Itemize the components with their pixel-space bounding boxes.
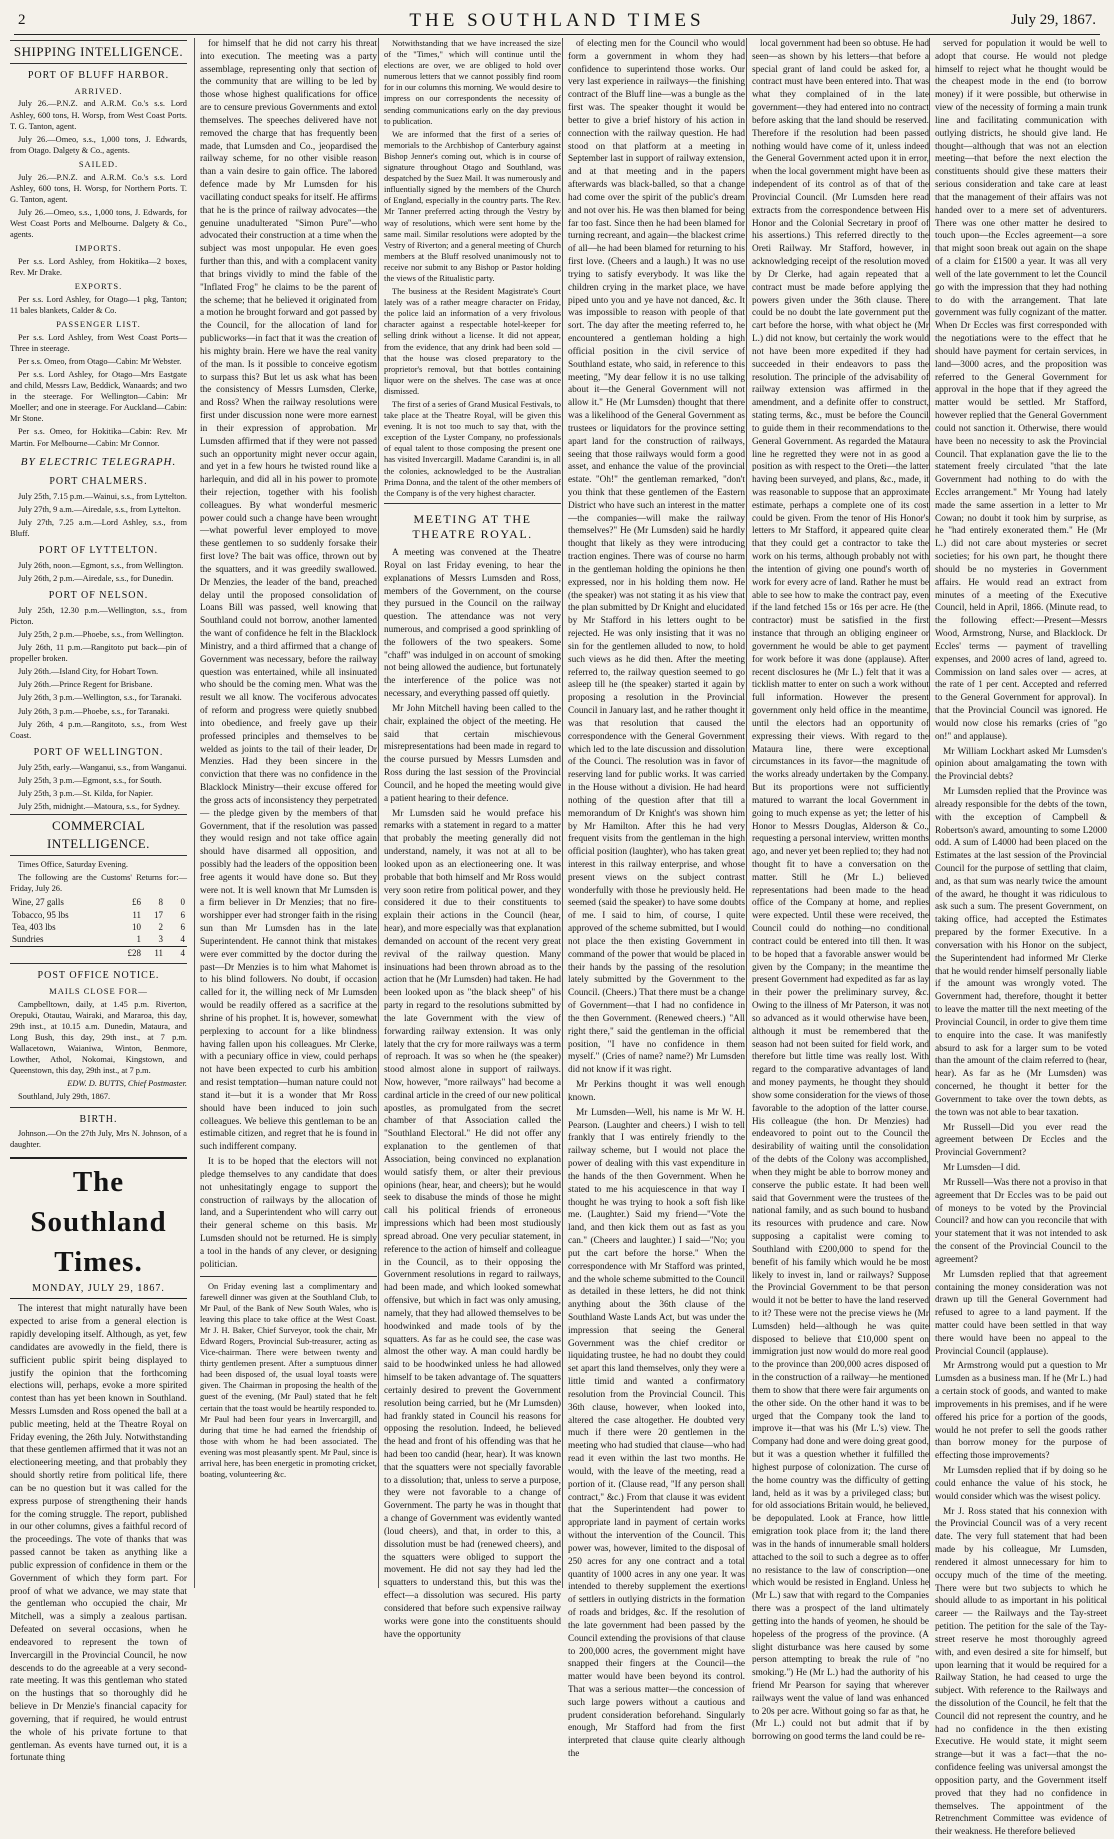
sailed-list	[10, 172, 187, 241]
page-number: 2	[18, 12, 26, 28]
returns-shillings: 2	[158, 921, 163, 932]
paragraph: July 26th.—Prince Regent for Brisbane.	[18, 680, 153, 690]
post-signature: EDW. D. BUTTS, Chief Postmaster.	[67, 1079, 187, 1089]
returns-row	[10, 933, 187, 946]
sailed-label: SAILED.	[78, 158, 119, 169]
column-3	[378, 38, 561, 1640]
returns-shillings: 8	[158, 897, 163, 908]
post-heading: POST OFFICE NOTICE.	[37, 970, 160, 982]
exports-label: EXPORTS.	[74, 281, 123, 292]
article-title: MEETING AT THE THEATRE ROYAL.	[412, 511, 533, 542]
farewell-dinner-note: On Friday evening last a complimentary and farewell dinner was given at the Southland Club, to Mr Paul, of the Bank of New South Wales, who is leaving this place to take office at the West Coast. Mr J. H. Baker, Chief Surveyor, took the chair, Mr Edward Rogers, Provincial Sub-treasurer, acting as Vice-chairman. There were between twenty and thirty gentlemen present. After a sumptuous dinner had been disposed of, the usual loyal toasts were given. The Chairman in proposing the health of the guest of the evening, (Mr Paul) stated that he felt certain that the toast would be heartily responded to. Mr Paul had been four years in Invercargill, and during that time he had earned the friendship of those with whom he had been associated. The evening was most pleasantly spent. Mr Paul, since is arrival here, has been energetic in promoting cricket, boating, volunteering &c.	[200, 1281, 377, 1480]
total-pounds: £28	[121, 946, 143, 959]
editorial-continued	[200, 38, 377, 1272]
page-header	[14, 8, 1100, 34]
divider	[200, 1276, 377, 1277]
imports-label: IMPORTS.	[75, 243, 122, 254]
paragraph: July 26th, noon.—Egmont, s.s., from Wellington.	[18, 560, 184, 570]
total-pence: 4	[165, 946, 187, 959]
wellington-heading: PORT OF WELLINGTON.	[33, 746, 164, 758]
paragraph: Per s.s. Omeo, for Hokitika—Cabin: Rev. Mr Martin. For Melbourne—Cabin: Mr Connor.	[10, 427, 187, 448]
returns-shillings: 17	[154, 909, 163, 920]
paragraph: The first of a series of Grand Musical Festivals, to take place at the Theatre Royal, will be given this evening. It is not too much to say that, with the exception of the Lyster Company, no professionals of equal talent to those composing the present one has visited Invercargill. Madame Carandini is, in all the colonies, acknowledged to be the Australian Prima Donna, and the talent of the other members of the Company is of the very highest character.	[384, 400, 561, 498]
paragraph: July 25th, midnight.—Matoura, s.s., for Sydney.	[18, 801, 180, 811]
meeting-report-continued	[752, 38, 929, 1744]
masthead-date: MONDAY, JULY 29, 1867.	[10, 1282, 187, 1300]
imports-text: Per s.s. Lord Ashley, from Hokitika—2 boxes, Rev. Mr Drake.	[10, 256, 187, 278]
returns-pence: 6	[180, 921, 185, 932]
paragraph: July 26th, 2 p.m.—Airedale, s.s., for Dunedin.	[18, 573, 174, 583]
divider	[384, 503, 561, 504]
editorial	[10, 1303, 187, 1765]
paragraph: July 25th, 2 p.m.—Phoebe, s.s., from Wellington.	[18, 629, 184, 639]
arrived-list	[10, 98, 187, 155]
lyttelton-list	[10, 560, 187, 584]
paragraph: Mr Lumsden—I did.	[943, 1163, 1021, 1174]
mails-text: Campbelltown, daily, at 1.45 p.m. Riverton, Orepuki, Otautau, Wairaki, and Mararoa, this day, 29th inst., at 10.15 a.m. Dunedin, Mataura, and Long Bush, this day, 29th inst., at 7 p.m. Wallacetown, Waianiwa, Winton, Benmore, Lowther, Athol, Nokomai, Kingstown, and Queenstown, this day, 29th inst., at 7 p.m.	[10, 999, 187, 1076]
wellington-list	[10, 762, 187, 812]
paragraph: Mr Lumsden—Well, his name is Mr W. H. Pearson. (Laughter and cheers.) I wish to tell frankly that I was entirely friendly to the railway scheme, but I would not place the power of dealing with this vast expenditure in the hands of the then Government. When he stated to me his acquiescence in that way I thought he was trying to hook a soft fish like me. (Laughter.) Said my friend—"Vote the land, and then kick them out as fast as you can." (Cheers and laughter.) I said—"No; you put the cart before the horse." When the correspondence with Mr Stafford was printed, and the whole scheme submitted to the Council as detailed in these letters, he did not think anything about the 36th clause of the Southland Waste Lands Act, but was under the impression that seeing the General Government was the chief creditor or liquidating trustee, he had no doubt they could set apart this land themselves, only they were a little timid and wanted a confirmatory resolution from the Provincial Council. This 36th clause, however, when looked into, altered the case altogether. He doubted very much if there were 20 gentlemen in the meeting who had studied that clause—who had read it even within the last two months. He would, with the leave of the meeting, read a portion of it. (Clause read, "If any person shall contract," &c.) From that clause it was evident that the Superintendent had power to appropriate land in payment of certain works without the intervention of the Council. This power was, however, limited to the disposal of 250 acres for any one contract and a total quantity of 1000 acres in any one year. It was intended to thereby supplement the exertions of settlers in outlying districts in the formation of roads and bridges, &c. If the resolution of the late government had been passed by the Council extending the provisions of that clause to 200,000 acres, the government might have snapped their fingers at the Council—the matter would have been beyond its control. That was a serious matter—the concession of such large powers without a cautious and prudent consideration beforehand. Singularly enough, Mr Stafford had from the first interpreted that clause quite clearly although the	[568, 1107, 745, 1760]
paragraph: Mr William Lockhart asked Mr Lumsden's opinion about amalgamating the town with the Provincial debts?	[935, 746, 1107, 783]
paragraph: for himself that he did not carry his threat into execution. The meeting was a party assemblage, representing only that section of the community that are willing to be led by those whose highest qualifications for office are to censure previous Governments and extol themselves. The speeches delivered have not removed the charge that has frequently been made, that Lumsden and Co., jeopardised the railway scheme, for no other visible reason than a vain desire to gain office. The labored defence made by Mr Lumsden for his vacillating conduct speaks for itself. He affirms that he is the prince of railway advocates—the genuine unadulterated "Simon Pure"—who advocated their construction at a time when the subject was most unpopular. He even goes further than this, and with a complacent vanity that brings vividly to mind the fable of the "Inflated Frog" he claims to be the parent of the scheme; that he believed it originated from a motion he brought forward and got passed by the Council, for the allocation of land for publicworks—in fact that it was the creation of his mighty brain. Here we have the real vanity of the man. Is it possible to conceive egotism to surpass this? But let us ask what has been the consistency of Messrs Lumsden, Clerke, and Ross? When the railway resolutions were first under discussion none were more earnest in their expression of approbation. Mr Lumsden affirmed that if they were not passed such an opportunity might never occur again, and yet in a few hours he twisted round like a harlequin, and did all in his power to promote their rejection, together with his foolish colleagues. By what wonderful mesmeric power could such a change have been wrought—what powerful lever employed to move these gentlemen to so suddenly forsake their first love? The bait was office, thrown out by the squatters, and it was greedily swallowed. Dr Menzies, the leader of the band, preached delay until the proposed consolidation of Loans Bill was passed, well knowing that Southland could not borrow, another lamented the want of confidence he felt in the Blacklock Ministry, and a third affirmed that a change of Government was necessary, before the railway question was entertained, while all insinuated who should be the coming men. What was the result we all know. The vociferous advocates of reform and progress were quietly snubbed into obedience, and freely gave up their professed principles and themselves to be welded as joints to the tail of their leader, Dr Menzies. Had they been sincere in the conviction that there was no confidence in the Blacklock Ministry—their excuse offered for the gross acts of inconsistency they perpetrated — the pledge given by the members of that Government, that if the resolution was passed they would resign and not take office again should have disarmed all opposition, and possibly had the leaders of the opposition been free agents it would have done so. But they were not. It is well known that Mr Lumsden is a firm believer in Dr Menzies; that no fire-worshipper ever had stronger faith in the rising sun than Mr Lumsden has in the late Superintendent. He cannot think that mistakes were ever committed by the doctor during the past—Dr Menzies is to him what Mahomet is to his blind followers. No doubt, if occasion called for it, the willing neck of Mr Lumsden would be readily offered as a sacrifice at the shrine of his prophet. It is, however, somewhat perplexing to account for a like blindness having fallen upon his colleagues. Mr Clerke, with a pecuniary office in view, could perhaps not have been expected to curb his ambition and resist temptation—human nature could not stand it—but it is a wonder that Mr Ross should have been induced to join such colleagues. We believe this gentleman to be an estimable citizen, and regret that he is found in such indifferent company.	[200, 39, 377, 1153]
paragraph: The business at the Resident Magistrate's Court lately was of a rather meagre character on Friday, the police laid an information of a very frivolous character against a respectable hotel-keeper for selling drink without a license. It did not appear, from the evidence, that any drink had been sold — that the house was closed preparatory to the proprietor's removal, but that bottles containing liquor were on the shelves. The case was at once dismissed.	[384, 287, 561, 396]
divider	[10, 1107, 187, 1108]
chalmers-heading: PORT CHALMERS.	[49, 475, 148, 487]
paragraph: July 27th, 9 a.m.—Airedale, s.s., from Lyttelton.	[18, 504, 181, 514]
total-shillings: 11	[143, 946, 165, 959]
paragraph: Mr Lumsden replied that that agreement containing the money consideration was not drawn up till the General Government had refused to agree to a land payment. If the matter could have been settled in that way there would have been no appeal to the Provincial Council (applause).	[935, 1269, 1107, 1357]
paragraph: The interest that might naturally have been expected to arise from a general election is rapidly developing itself. Although, as yet, few candidates are avowedly in the field, there is sufficient public spirit being displayed to justify the opinion that the forthcoming elections will, perhaps, evoke a more spirited contest than has yet been known in Southland. Messrs Lumsden and Ross opened the ball at a public meeting, held at the Theatre Royal on Friday evening, the 26th July. Notwithstanding that these gentlemen affirmed that it was not an electioneering meeting, and that probably they should shortly retire from political life, there can be no question but it was called for the express purpose of strengthening their hands for the coming struggle. The report, published in our other columns, gives a faithful record of the proceedings. The vote of thanks that was passed cannot be taken as anything like a public expression of confidence in them or the Government of which they form part. For proof of what we advance, we may state that the gentleman who occupied the chair, Mr Mitchell, was a simply a zealous partisan. Defeated on several occasions, when he endeavored to represent the town of Invercargill in the Provincial Council, he now descends to do the agreeable at a very second-rate meeting. It was this gentleman who stated on the hustings that so thoroughly did he believe in Dr Menzie's financial capacity for governing, that if required, he would entrust the whole of his private fortune to that gentleman. As events have turned out, it is a fortunate thing	[10, 1304, 187, 1764]
paragraph: July 26.—P.N.Z. and A.R.M. Co.'s s.s. Lord Ashley, 600 tons, H. Worsp, for Northern Ports. T. G. Tanton, agent.	[10, 172, 187, 204]
returns-shillings: 3	[158, 934, 163, 945]
returns-item: Tea, 403 lbs	[12, 921, 56, 932]
returns-row	[10, 896, 187, 908]
returns-pounds: 11	[132, 909, 141, 920]
birth-heading: BIRTH.	[79, 1113, 118, 1125]
paragraph: Per s.s. Omeo, from Otago—Cabin: Mr Webster.	[18, 356, 182, 366]
birth-notice: Johnson.—On the 27th July, Mrs N. Johnson, of a daughter.	[10, 1129, 187, 1150]
returns-pence: 6	[180, 909, 185, 920]
paragraph: A meeting was convened at the Theatre Royal on last Friday evening, to hear the explanations of Messrs Lumsden and Ross, members of the Government, on the course they pursued in the Council on the railway question. The attendance was not very numerous, and comprised a good sprinkling of the followers of the two speakers. Some "chaff" was indulged in on account of smoking not being allowed the audience, but fortunately the interference of the police was not necessary, and everything passed off quietly.	[384, 548, 561, 700]
returns-pounds: 10	[132, 921, 141, 932]
paragraph: July 26th, 4 p.m.—Rangitoto, s.s., from West Coast.	[10, 719, 187, 740]
returns-pounds: 1	[136, 934, 141, 945]
paper-masthead: The Southland Times.	[10, 1157, 187, 1282]
paragraph: Mr J. Ross stated that his connexion with the Provincial Council was of a very recent date. The very full statement that had been made by his colleague, Mr Lumsden, rendered it almost unnecessary for him to occupy much of the time of the meeting. There were but two subjects to which he should allude to as important in his political career — the Railways and the Tay-street petition. The petition for the sale of the Tay-street reserve he most thoroughly agreed with, and even desired a site for himself, but upon learning that it would be required for a Railway Station, he had ceased to urge the subject. With reference to the Railways and the dissolution of the Council, he felt that the Council did not represent the country, and he had no confidence in the then existing Executive. He would state, it might seem strange—but it was a fact—that the no-confidence feeling was universal amongst the opposition party, and the Government itself proved that they had no confidence in themselves. The appointment of the Retrenchment Committee was evidence of their weakness. He therefore believed	[935, 1506, 1107, 1838]
column-2	[194, 38, 377, 1588]
paragraph: Per s.s. Lord Ashley, for Otago—Mrs Eastgate and child, Messrs Law, Beddick, Wanaards; and two in the steerage. For Wellington—Cabin: Mr Moeller; and one in steerage. For Auckland—Cabin: Mr Stone.	[10, 370, 187, 424]
returns-row	[10, 921, 187, 933]
paragraph: Mr Russell—Did you ever read the agreement between Dr Eccles and the Provincial Government?	[935, 1122, 1107, 1159]
paragraph: July 27th, 7.25 a.m.—Lord Ashley, s.s., from Bluff.	[10, 517, 187, 538]
header-rule	[14, 34, 1100, 35]
column-4	[562, 38, 745, 1760]
paragraph: July 25th, 3 p.m.—St. Kilda, for Napier.	[18, 788, 153, 798]
returns-row	[10, 909, 187, 921]
column-5	[746, 38, 929, 1743]
lyttelton-heading: PORT OF LYTTELTON.	[38, 545, 159, 557]
paragraph: July 25th, 7.15 p.m.—Wainui, s.s., from Lyttelton.	[18, 491, 187, 501]
telegraph-heading: BY ELECTRIC TELEGRAPH.	[20, 455, 177, 468]
mails-label: MAILS CLOSE FOR—	[49, 985, 148, 996]
meeting-report	[384, 547, 561, 1641]
paragraph: July 25th, 3 p.m.—Egmont, s.s., for South.	[18, 775, 162, 785]
returns-item: Wine, 27 galls	[12, 897, 64, 908]
meeting-report-continued	[935, 38, 1107, 1839]
returns-intro: The following are the Customs' Returns for:—Friday, July 26.	[10, 872, 187, 894]
paper-title: THE SOUTHLAND TIMES	[409, 10, 705, 31]
passenger-label: PASSENGER LIST.	[56, 319, 141, 330]
paragraph: Mr Russell—Was there not a proviso in that agreement that Dr Eccles was to be paid out of moneys to be voted by the Provincial Council? and how can you reconcile that with your statement that it was not intended to ask the consent of the Provincial Council to the agreement?	[935, 1177, 1107, 1265]
paragraph: July 26.—Omeo, s.s., 1,000 tons, J. Edwards, for West Coast Ports and Melbourne. Dalgety & Co., agents.	[10, 207, 187, 240]
column-1	[10, 38, 187, 1764]
column-6	[929, 38, 1107, 1838]
passenger-list	[10, 332, 187, 449]
paragraph: It is to be hoped that the electors will not pledge themselves to any candidate that does not unhesitatingly engage to support the construction of railways by the allocation of land, and a Superintendent who will carry out their general scheme on this basis. Mr Lumsden should not be returned. He is simply a tool in the hands of any clever, or designing politician.	[200, 1157, 377, 1270]
divider	[10, 963, 187, 964]
paragraph: July 25th, 12.30 p.m.—Wellington, s.s., from Picton.	[10, 605, 187, 626]
columns	[10, 38, 1107, 1838]
paragraph: of electing men for the Council who would form a government in whom they had confidence to superintend those works. Our very last experience in railways—the finishing contract of the Bluff line—was a bungle as the first was. The speaker thought it would be better to give a brief history of his action in connection with the railway question. He had stood on that platform at a meeting in September last in support of railway extension, and at that meeting and in the papers afterwards was black-balled, so that a change had come over the spirit of the public's dream and not over his. He was then blamed for being far too fast. Since then he had been blamed for turning recreant, and again—the blackest crime of all—he had been blamed for returning to his first love. (Cheers and a laugh.) It was no use trying to satisfy everybody. It was like the children crying in the market place, we have piped unto you and ye have not danced, &c. It was impossible to reason with people of that sort. The day after the meeting referred to, he encountered a gentleman holding a high official position in the civil service of Southland estate, who said, in reference to this meeting, "My dear fellow it is no use talking about it—the General Government will not allow it." He (Mr Lumsden) thought that there was a likelihood of the General Government as trustees or liquidators for the province setting apart land for the construction of railways, seeing that those railways would form a good asset, and enhance the value of the provincial estate. "Oh!" the gentleman remarked, "don't you think that these gentlemen of the Eastern District who have such an interest in the matter—the companies—will make the railway themselves?" He (Mr Lumsden) said he hardly thought that likely as they were introducing traction engines. There was of course no harm in the gentleman holding the opinions he then expressed, nor in his holding them now. He (the speaker) was not stating it as his view that the plan submitted by Dr Knight and elucidated by Mr Stafford in his letters ought to be rejected. He was only insisting that it was no sin for the gentlemen alluded to now, to hold such views as he did then. After the meeting referred to, the railway question seemed to go asleep till he (the speaker) started it again by proposing a resolution in the Provincial Council in January last, and he rather thought it was that resolution that caused the correspondence with the General Government which led to the late discussion and dissolution of the Counci. The resolution was in favor of reserving land for public works. It was carried in the House without a division. He had heard nothing of the question after that till a memorandum of Dr Knight's was shown him by Mr Hamilton. After this he had very frequent visits from the gentleman in the high official position (laughter), who has taken great interest in this railway enterprise, and whose present views on the subject contrast wonderfully with those he previously held. He seemed (said the speaker) to have some doubts of me. I said to him, of course, I quite approved of the scheme submitted, but I would not place the then existing Government in command of the power that would be placed in their hands by the passing of the resolution lately submitted by the Government to the Council. (Cheers.) That there must be a change of Government—that I had no confidence in the then Government. (Renewed cheers.) "All right there," said the gentleman in the official position, "I have no confidence in them myself." (Cries of name? name?) Mr Lumsden did not know if it was right.	[568, 39, 745, 1076]
times-office: Times Office, Saturday Evening.	[18, 859, 129, 869]
paragraph: Notwithstanding that we have increased the size of the "Times," which will continue until the elections are over, we are obliged to hold over numerous letters that we cannot possibly find room for in our columns this morning. We would desire to impress on our correspondents the necessity of sending communications early on the day previous to publication.	[384, 39, 561, 126]
shipping-heading: SHIPPING INTELLIGENCE.	[10, 40, 187, 64]
paragraph: July 26.—Omeo, s.s., 1,000 tons, J. Edwards, from Otago. Dalgety & Co., agents.	[10, 134, 187, 155]
paragraph: Mr Armstrong would put a question to Mr Lumsden as a business man. If he (Mr L.) had a certain stock of goods, and wanted to make improvements in his premises, and if he were offered his price for a portion of the goods, would he not prefer to sell the goods rather than borrow money for the purpose of effecting those improvements?	[935, 1361, 1107, 1462]
news-items	[384, 38, 561, 499]
paragraph: Mr Perkins thought it was well enough known.	[568, 1080, 745, 1103]
returns-pence: 0	[180, 897, 185, 908]
issue-date: July 29, 1867.	[1010, 12, 1096, 28]
paragraph: We are informed that the first of a series of memorials to the Archbishop of Canterbury against Bishop Jenner's coming out, which is in course of signature throughout Otago and Southland, was despatched by the Suez Mail. It was numerously and influentially signed by the members of the Church of England, especially in the country parts. The Rev. Mr Tanner preferred acting through the Vestry by way of resolutions, which were sent home by the same mail. Similar resolutions were adopted by the Vestry of Riverton; and a general meeting of Church members at the Bluff resolved unanimously not to receive nor submit to any Bishop or Pastor holding the views of the Ritualistic party.	[384, 129, 561, 283]
exports-text: Per s.s. Lord Ashley, for Otago—1 pkg, Tanton; 11 bales blankets, Calder & Co.	[10, 294, 187, 315]
paragraph: Mr Lumsden replied that if by doing so he could enhance the value of his stock, he would consider which was the wisest policy.	[935, 1466, 1107, 1502]
bluff-heading: PORT OF BLUFF HARBOR.	[27, 69, 170, 81]
nelson-list	[10, 605, 187, 741]
paragraph: Mr Lumsden replied that the Province was already responsible for the debts of the town, with the exception of Campbell & Robertson's award, amounting to some L2000 odd. A sum of L4000 had been placed on the Estimates at the last session of the Provincial Council for the purpose of settling that claim, and, as that sum was nearly twice the amount of the award, he thought it was ridiculous to ask such a sum. The present Government, on taking office, had accepted the Estimates prepared by the former Executive. In a conversation with his Honor on the subject, the Superintendent had informed Mr Clerke that he would render himself personally liable if the amount was wrongly voted. The Government had, therefore, thought it better to leave the matter till the next meeting of the Provincial Council, in order to give them time to enquire into the case. It was manifestly absurd to ask for a larger sum to be voted than the amount of the claim referred to (hear, hear). As far as he (Mr Lumsden) was concerned, he thought it better for the Government to take over the town debts, as the town was not able to bear taxation.	[935, 787, 1107, 1118]
post-date: Southland, July 29th, 1867.	[18, 1092, 111, 1102]
paragraph: Mr Lumsden said he would preface his remarks with a statement in regard to a matter that probably the meeting generally did not understand, namely, it was not at all to be looked upon as an electioneering one. It was probable that both himself and Mr Ross would very soon retire from political power, and they considered it due to their constituents to explain their actions in the Council (hear, hear), and more especially was that explanation demanded on account of the recent very great revival of the railway question. Many insinuations had been thrown abroad as to the action that he (Mr Lumsden) had taken. He had been looked upon as "the black sheep" of his party in regard to the resolutions submitted by the late Government with the view of forwarding railway extension. It was only lately that the cry for more railways was a term of reproach. It was so when he (the speaker) stood almost alone in support of railways. Now, however, "more railways" had become a cardinal article in the creed of our new political apostles, as promulgated from the secret chamber of that Association called the "Southland Electoral." He did not offer any explanation to the gentlemen of that Association, being convinced no explanation would satisfy them, or alter their previous opinions (hear, hear, and cheers); but he would seek to disabuse the minds of those he might call his political friends of erroneous impressions which had been most studiously spread abroad. One very peculiar statement, in reference to the action of himself and colleague in the Council, as to their opposing the Government resolutions in regard to railways, had been made, and which looked somewhat offensive, but which in fact was only amusing, namely, that they had allowed themselves to be hoodwinked and made tools of by the squatters. As far as he could see, the case was almost the other way. A man could hardly be said to be hoodwinked unless he had allowed himself to be taken advantage of. The squatters certainly desired to prevent the Government resolution being carried, but he (Mr Lumsden) had frankly stated in Council his reasons for opposing the resolution. Indeed, he believed the head and front of his offending was that he had been too candid (hear, hear). It was known that the squatters were not specially favorable to a dissolution; that, unless to serve a purpose, they were not favorable to a change of Government. The party he was in thought that a change of Government was evidently wanted (loud cheers), and that, in order to this, a dissolution must be had (renewed cheers), and the squatters were obliged to support the movement. He did not say they had led the squatters to understand this, but this was the effect—a dissolution was secured. His party considered that before such expensive railway works were gone into the constituents should have the opportunity	[384, 808, 561, 1640]
paragraph: local government had been so obtuse. He had seen—as shown by his letters—that before a special grant of land could be asked for, a contract must have been entered into. That was what they complained of in the late government—they had entered into no contract before asking that the land should be reserved. Therefore if the resolution had been passed nothing would have come of it, unless indeed the General Government acted upon it in error, when the local government might have been as independent of its control as of that of the Provincial Council. (Mr Lumsden here read extracts from the correspondence between His Honor and the Colonial Secretary in proof of his assertions.) This referred directly to the Oreti Railway. Mr Stafford, however, in acknowledging receipt of the resolution moved by Dr Clerke, had again repeated that a contract must be made before applying the powers given under the 36th clause. There could be no doubt the late government put the cart before the horse, with what object he (Mr L.) did not know, but certainly the work would not have been more expedited if they had succeeded in their endeavors to pass the resolution. The principle of the advisability of railway extension was affirmed in the amendment, and a definite offer to construct, stating terms, &c., must be before the Council to guide them in their recommendations to the General Government. As regarded the Mataura line he regretted they were not in as good a position as with respect to the Oreti—the latter having been surveyed, and plans, &c., made, it was reasonable to suppose that an approximate estimate, perhaps a complete one of its cost could be given. From the tenor of His Honor's letters to Mr Stafford, it appeared quite clear that they could get a contractor to take the work on his terms, although probably not with the intention of giving one pound's worth of work for every acre of land. Rather he must be able to see how to make the contract pay, even if the land fetched 15s or 16s per acre. He (the contractor) must be satisfied in the first instance that through an obliging engineer or government he would be able to get payment for work before it was done (applause). After recent disclosures he (Mr L.) felt that it was a ticklish matter to enter on such a work without full information. However the present government only held office in the meantime, until the electors had an opportunity of expressing their views. With regard to the Mataura line, there were exceptional circumstances in its favor—the magnitude of the works already undertaken by the Company. But its proportions were not sufficiently matured to warrant the local Government in going to much expense as yet; the letter of his Honor to Messrs Douglas, Alderson & Co., requesting a personal interview, written months ago, and never yet been replied to; they had not thought fit to have a conversation on the matter. Still he (Mr L.) believed representations had been made to the head office of the Company at home, and replies were expected. Until these were received, the Council could do nothing—no conditional contract could be entered into till then. It was to be hoped that a favorable answer would be given by the Company; in the meantime the present Government had expedited as far as lay in their power the preliminary survey, &c. Owing to the illness of Mr Paterson, it was not so advanced as it would otherwise have been, although it must be remembered that the season had not been suited for field work, and therefore but little time was really lost. With regard to the comparative advantages of land and money payments, he thought they should show some consideration for the views of those favorable to the adoption of the latter course. His colleague (the hon. Dr Menzies) had endeavored to point out to the Council the desirability of waiting until the consolidation of the debts of the Colony was accomplished, when they might be able to borrow money and conserve the public estate. It had been well said that Government were the trustees of the national family, and as such bound to husband its resources with prudence and care. Now supposing a capitalist were coming to Southland with £200,000 to spend for the benefit of his family which would he be most likely to invest in, land or railways? Suppose the Provincial Government to be that person would it not be better to have the land reserved to it? These were not the precise views he (Mr Lumsden) held—although he was quite disposed to believe that £10,000 spent on immigration just now would do more real good to the province than 200,000 acres disposed of in the construction of a railway—he mentioned them to show that there were fair arguments on the other side. On the other hand it was to be urged that the Company took the land to improve it—that was his (Mr L.'s) view. The Company had done and were doing great good, but it was a question whether it fulfilled the highest purpose of colonization. The curse of the home country was the difficulty of getting land, held as it was by a privileged class; but for old associations Britain would, he believed, be depopulated. Look at France, how little emigration took place from it; the land there was in the hands of innumerable small holders attached to the soil to such a degree as to offer no resistance to the law of conscription—one which would be resisted in England. Unless he (Mr L.) saw that with regard to the Companies there was a prospect of the land ultimately getting into the hands of yeomen, he should be hopeless of the progress of the province. (A slight disturbance was here caused by some person attempting to break the rule of "no smoking.") He (Mr L.) had the authority of his friend Mr Pearson for saying that wherever railways went the value of land was enhanced to 20s per acre. Without going so far as that, he (Mr L.) could not but admit that if by borrowing on good terms the land could be re-	[752, 39, 929, 1743]
customs-returns-table	[10, 896, 187, 959]
meeting-report-continued	[568, 38, 745, 1761]
paragraph: Per s.s. Lord Ashley, from West Coast Ports—Three in steerage.	[10, 332, 187, 353]
nelson-heading: PORT OF NELSON.	[48, 590, 149, 601]
paragraph: July 26th.—Island City, for Hobart Town.	[18, 667, 159, 677]
commercial-heading: COMMERCIAL INTELLIGENCE.	[10, 814, 187, 856]
returns-pence: 4	[180, 934, 185, 945]
paragraph: Mr John Mitchell having been called to the chair, explained the object of the meeting. He said that certain mischievous misrepresentations had been made in regard to the course pursued by Messrs Lumsden and Ross during the last session of the Provincial Council, and he hoped the meeting would give a patient hearing to their defence.	[384, 703, 561, 804]
paragraph: July 26th, 11 p.m.—Rangitoto put back—pin of propeller broken.	[10, 643, 187, 664]
paragraph: served for population it would be well to adopt that course. He would not pledge himself to reject what he thought would be the cheapest mode in the end (to borrow money) if it were possible, but otherwise in view of the necessity of forming a main trunk line and facilitating communication with outlying districts, he should give land. He thought—although that was not an election meeting—that before the next election the constituents should give these matters their serious consideration and take care at least that the management of their affairs was not handed over to a mere set of adventurers. There was one other matter he desired to touch upon—the Eccles agreement—a sore that might soon break out again on the shape of a claim for £1500 a year. It was all very well of the late government to let the Council go with the impression that they had nothing to do with the arrangement. That late government was fully cognizant of the matter. When Dr Eccles was first corresponded with the negotiations were to the effect that he should have payment for certain services, in land—3000 acres, and the proposition was referred to the General Government for approval in the hope that if they agreed the matter would be settled. Mr Stafford, however replied that the General Government could not sanction it. Otherwise, there would have been no necessity to ask the Provincial Council. That explanation gave the lie to the statement freely circulated "that the late Government had nothing to do with the Eccles arrangement." Mr Young had lately made the same assertion in a letter to Mr Cowan; no doubt it took him by surprise, as he "had entirely exonerated them." He (Mr L.) did not care about mysteries or secret societies; for his own part, he thought there should be no mysteries in Government affairs. He would read an extract from minutes of a meeting of the Executive Council, held in April, 1866. (Minute read, to the following effect:—Present—Messrs Wood, Armstrong, Nurse, and Blacklock. Dr Eccles' terms — payment of travelling expenses, and 2000 acres of land, agreed to. Commission on land sales over — acres, at the rate of 1 per cent. Accepted and referred to the General Government for approval). In that the Provincial Council was ignored. He would now close his remarks (cries of "go on!" and applause).	[935, 39, 1107, 742]
chalmers-list	[10, 491, 187, 539]
returns-total-row	[10, 946, 187, 959]
paragraph: July 26th, 3 p.m.—Wellington, s.s., for Taranaki.	[18, 693, 182, 703]
returns-item: Tobacco, 95 lbs	[12, 909, 69, 920]
arrived-label: ARRIVED.	[74, 85, 123, 96]
paragraph: July 25th, early.—Wanganui, s.s., from Wanganui.	[18, 762, 187, 772]
returns-pounds: £6	[132, 897, 141, 908]
returns-item: Sundries	[12, 934, 44, 945]
paragraph: July 26.—P.N.Z. and A.R.M. Co.'s s.s. Lord Ashley, 600 tons, H. Worsp, from West Coast Ports. T. G. Tanton, agent.	[10, 99, 187, 131]
paragraph: July 26th, 3 p.m.—Phoebe, s.s., for Taranaki.	[18, 706, 170, 716]
